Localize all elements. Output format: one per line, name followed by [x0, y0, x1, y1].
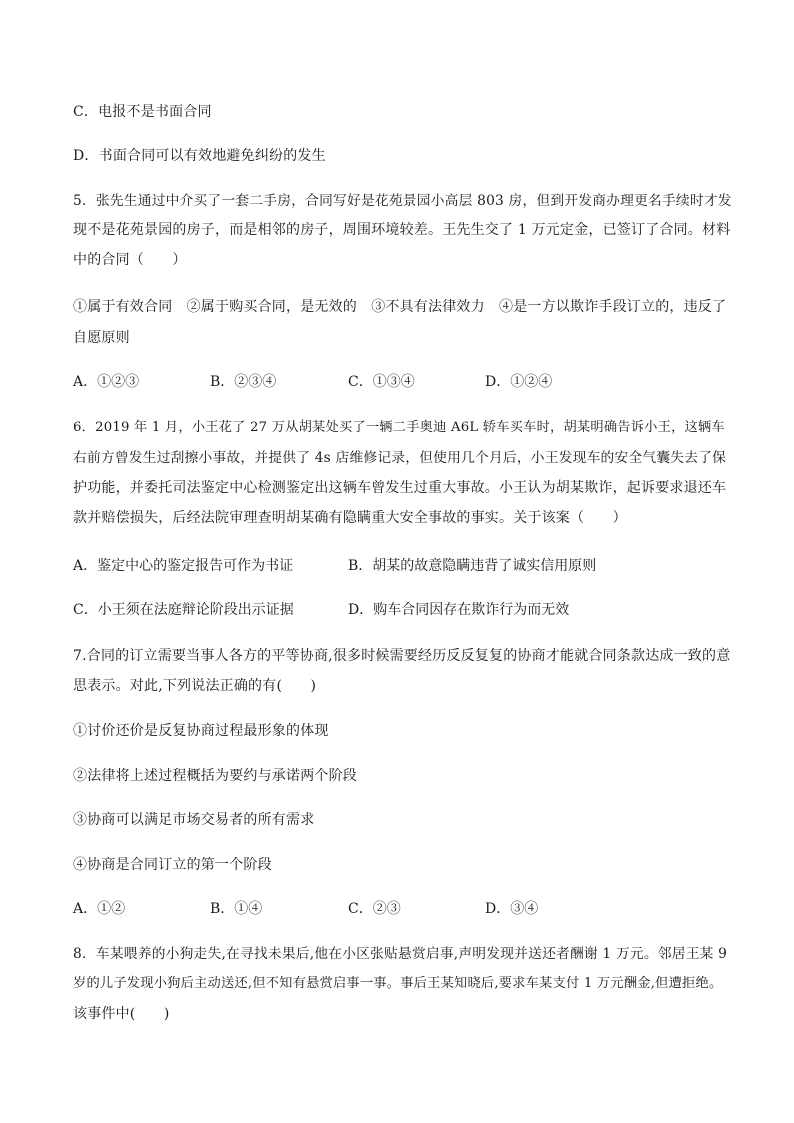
q5-statements-line-2: 自愿原则 [73, 330, 130, 346]
q7-statement-2: ②法律将上述过程概括为要约与承诺两个阶段 [73, 768, 357, 784]
q6-stem-line-1: 6．2019 年 1 月，小王花了 27 万从胡某处买了一辆二手奥迪 A6L 轿车买车时，胡某明确告诉小王，这辆车 [73, 420, 725, 435]
q5-option-c: C．①③④ [348, 374, 415, 390]
q5-option-b: B．②③④ [210, 374, 277, 390]
q5-stem-line-1: 5．张先生通过中介买了一套二手房，合同写好是花苑景园小高层 803 房，但到开发商办理更名手续时才发 [73, 193, 732, 209]
q8-stem-line-3: 该事件中( ) [73, 1006, 170, 1022]
q6-option-c: C．小王须在法庭辩论阶段出示证据 [73, 602, 294, 618]
q6-option-a: A．鉴定中心的鉴定报告可作为书证 [73, 558, 294, 574]
q6-options-row-2 [73, 600, 733, 620]
q5-stem-line-3: 中的合同（ ） [73, 252, 187, 268]
q7-statement-1: ①讨价还价是反复协商过程最形象的体现 [73, 723, 329, 739]
q6-stem-line-2: 右前方曾发生过刮擦小事故，并提供了 4s 店维修记录，但使用几个月后，小王发现车的安全气囊失去了保 [73, 450, 727, 466]
q7-options [73, 899, 733, 919]
q7-stem-line-2: 思表示。对此,下列说法正确的有( ) [73, 678, 317, 694]
q5-option-d: D．①②④ [485, 374, 553, 390]
q5-options [73, 372, 733, 392]
q7-statement-4: ④协商是合同订立的第一个阶段 [73, 857, 272, 873]
q7-option-b: B．①④ [210, 901, 263, 917]
q7-option-a: A．①② [73, 901, 126, 917]
q7-option-c: C．②③ [348, 901, 401, 917]
q7-stem-line-1: 7.合同的订立需要当事人各方的平等协商,很多时候需要经历反反复复的协商才能就合同条款达成一致的意 [73, 648, 731, 664]
q8-stem-line-1: 8．车某喂养的小狗走失,在寻找未果后,他在小区张贴悬赏启事,声明发现并送还者酬谢 1 万元。邻居王某 9 [73, 946, 728, 962]
q5-statements-line-1: ①属于有效合同 ②属于购买合同，是无效的 ③不具有法律效力 ④是一方以欺诈手段订立的，违反了 [73, 299, 727, 315]
q5-stem-line-2: 现不是花苑景园的房子，而是相邻的房子，周围环境较差。王先生交了 1 万元定金，已签订了合同。材料 [73, 222, 731, 238]
q6-option-b: B．胡某的故意隐瞒违背了诚实信用原则 [348, 558, 597, 574]
q4-option-d: D．书面合同可以有效地避免纠纷的发生 [73, 148, 326, 164]
q5-option-a: A．①②③ [73, 374, 140, 390]
q6-option-d: D．购车合同因存在欺诈行为而无效 [348, 602, 570, 618]
q6-options-row-1 [73, 556, 733, 576]
q6-stem-line-3: 护功能，并委托司法鉴定中心检测鉴定出这辆车曾发生过重大事故。小王认为胡某欺诈，起诉要求退还车 [73, 480, 727, 496]
q8-stem-line-2: 岁的儿子发现小狗后主动送还,但不知有悬赏启事一事。事后王某知晓后,要求车某支付 1 万元酬金,但遭拒绝。 [73, 976, 723, 991]
q7-statement-3: ③协商可以满足市场交易者的所有需求 [73, 812, 315, 828]
q4-option-c: C．电报不是书面合同 [73, 104, 212, 120]
q7-option-d: D．③④ [485, 901, 539, 917]
q6-stem-line-4: 款并赔偿损失，后经法院审理查明胡某确有隐瞒重大安全事故的事实。关于该案（ ） [73, 510, 627, 526]
